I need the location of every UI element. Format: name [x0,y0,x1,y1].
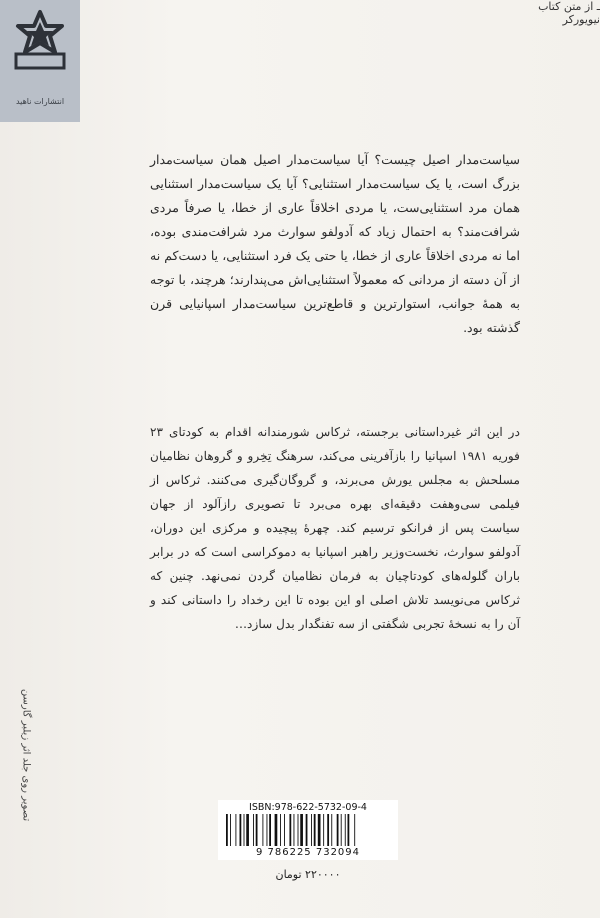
barcode-bar [230,814,231,846]
barcode-bar [323,814,324,846]
barcode-bar [306,814,308,846]
barcode-bar [314,814,316,846]
review-text: در این اثر غیرداستانی برجسته، ثرکاس شورمندانه اقدام به کودتای ۲۳ فوریه ۱۹۸۱ اسپانیا را بازآفرینی می‌کند، سرهنگ تِخِرو و گروهان نظامیان مسلحش به مجلس یورش می‌برند، و گروگان‌گیری می‌کنند. ثرکاس از فیلمی سی‌وهفت دقیقه‌ای بهره می‌برد تا تصویری رازآلود از جهان سیاست پس از فرانکو ترسیم کند. چهرهٔ پیچیده و مرکزی این دوران، آدولفو سوارث، نخست‌وزیر راهبر اسپانیا به دموکراسی است که در برابر باران گلوله‌های کودتاچیان به فرمان نظامیان گردن نمی‌نهد. چنین که ثرکاس می‌نویسد تلاش اصلی او این بوده تا این رخداد را داستانی کند و آن را به نسخهٔ تجربی شگفتی از سه تفنگدار بدل سازد… [150,425,520,631]
barcode-bar [240,814,242,846]
excerpt-quote: سیاست‌مدار اصیل چیست؟ آیا سیاست‌مدار اصیل همان سیاست‌مدار بزرگ است، یا یک سیاست‌مدار استثنایی؟ آیا یک سیاست‌مدار استثنایی همان مرد استثنایی‌ست، یا مردی اخلاقاً عاری از خطا، یا صرفاً مردی شرافت‌مند؟ به احتمال زیاد که آدولفو سوارث مرد شرافت‌مندی بوده، اما نه مردی اخلاقاً عاری از خطا، یا حتی یک فرد استثنایی، یا دست‌کم نه از آن دسته از مردانی که معمولاً استثنایی‌اش می‌پندارند؛ هرچند، با توجه به همهٔ جوانب، استوارترین و قاطع‌ترین سیاست‌مدار اسپانیایی قرن گذشته بود. [150,152,520,335]
barcode-bar [267,814,268,846]
isbn-label: ISBN:978-622-5732-09-4 [249,802,367,813]
barcode-bar [253,814,254,846]
cover-credit [18,655,34,855]
barcode-bar [331,814,332,846]
barcode-bars [226,814,390,846]
barcode-bar [280,814,281,846]
publisher-name: انتشارات ناهید [15,97,65,106]
barcode-bar [294,814,295,846]
price-label: ۲۲۰۰۰۰ تومان [275,868,341,881]
barcode-bar [345,814,346,846]
barcode-number: 9 786225 732094 [255,847,361,858]
barcode-bar [269,814,271,846]
barcode-bar [244,814,245,846]
barcode-bar [341,814,342,846]
barcode-bar [298,814,299,846]
barcode-bar [262,814,263,846]
barcode-bar [275,814,278,846]
barcode [218,800,398,860]
barcode-bar [300,814,303,846]
publisher-block [0,0,80,122]
barcode-bar [318,814,321,846]
review-source: نیویورکر [562,13,600,26]
barcode-bar [235,814,236,846]
barcode-bar [354,814,355,846]
barcode-bar [348,814,350,846]
barcode-bar [246,814,249,846]
barcode-bar [256,814,258,846]
barcode-bar [311,814,312,846]
barcode-bar [337,814,339,846]
barcode-bar [284,814,285,846]
publisher-star-logo [12,8,68,72]
cover-credit-text: تصویر روی جلد اثر زیلبر گارسن [20,688,32,822]
excerpt-source: ـ از متن کتاب [538,0,600,13]
barcode-bar [327,814,329,846]
barcode-bar [226,814,228,846]
barcode-bar [289,814,291,846]
